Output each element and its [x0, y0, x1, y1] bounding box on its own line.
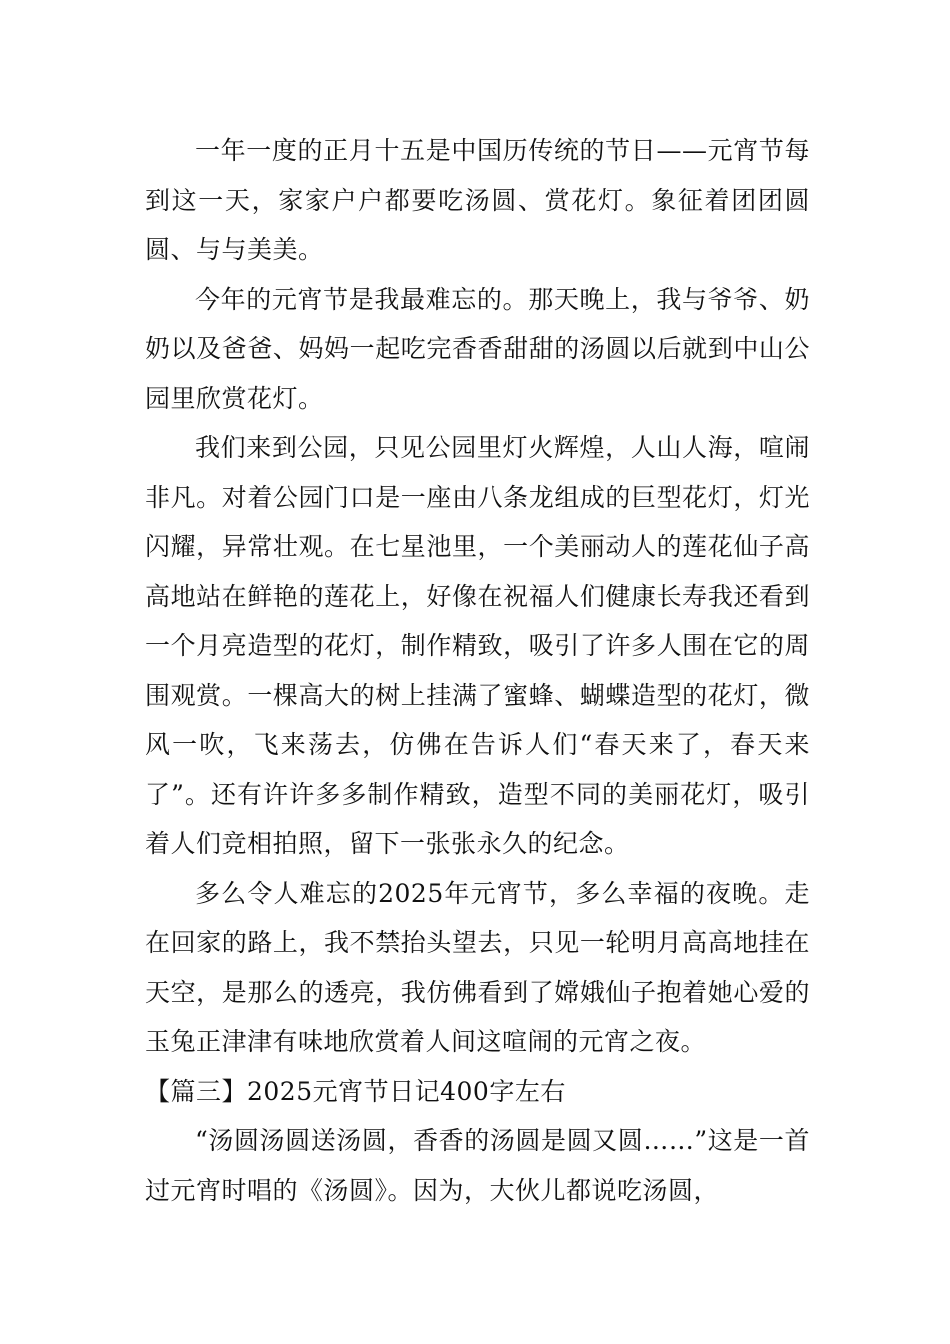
paragraph-memorable-night: 今年的元宵节是我最难忘的。那天晚上，我与爷爷、奶奶以及爸爸、妈妈一起吃完香香甜甜的汤圆以后就到中山公园里欣赏花灯。	[145, 284, 810, 413]
paragraph-park-lanterns: 我们来到公园，只见公园里灯火辉煌，人山人海，喧闹非凡。对着公园门口是一座由八条龙组成的巨型花灯，灯光闪耀，异常壮观。在七星池里，一个美丽动人的莲花仙子高高地站在鲜艳的莲花上，好像在祝福人们健康长寿我还看到一个月亮造型的花灯，制作精致，吸引了许多人围在它的周围观赏。一棵高大的树上挂满了蜜蜂、蝴蝶造型的花灯，微风一吹，飞来荡去，仿佛在告诉人们“春天来了，春天来了”。还有许许多多制作精致，造型不同的美丽花灯，吸引着人们竞相拍照，留下一张张永久的纪念。	[145, 433, 810, 858]
paragraph-lantern-festival-intro: 一年一度的正月十五是中国历传统的节日——元宵节每到这一天，家家户户都要吃汤圆、赏花灯。象征着团团圆圆、与与美美。	[145, 136, 810, 264]
document-body	[145, 126, 810, 1215]
paragraph-walking-home: 多么令人难忘的2025年元宵节，多么幸福的夜晚。走在回家的路上，我不禁抬头望去，只见一轮明月高高地挂在天空，是那么的透亮，我仿佛看到了嫦娥仙子抱着她心爱的玉兔正津津有味地欣赏着人间这喧闹的元宵之夜。	[145, 878, 810, 1056]
paragraph-tangyuan-song: “汤圆汤圆送汤圆，香香的汤圆是圆又圆……”这是一首过元宵时唱的《汤圆》。因为，大伙儿都说吃汤圆，	[145, 1126, 810, 1205]
section-heading: 【篇三】2025元宵节日记400字左右	[145, 1076, 566, 1106]
